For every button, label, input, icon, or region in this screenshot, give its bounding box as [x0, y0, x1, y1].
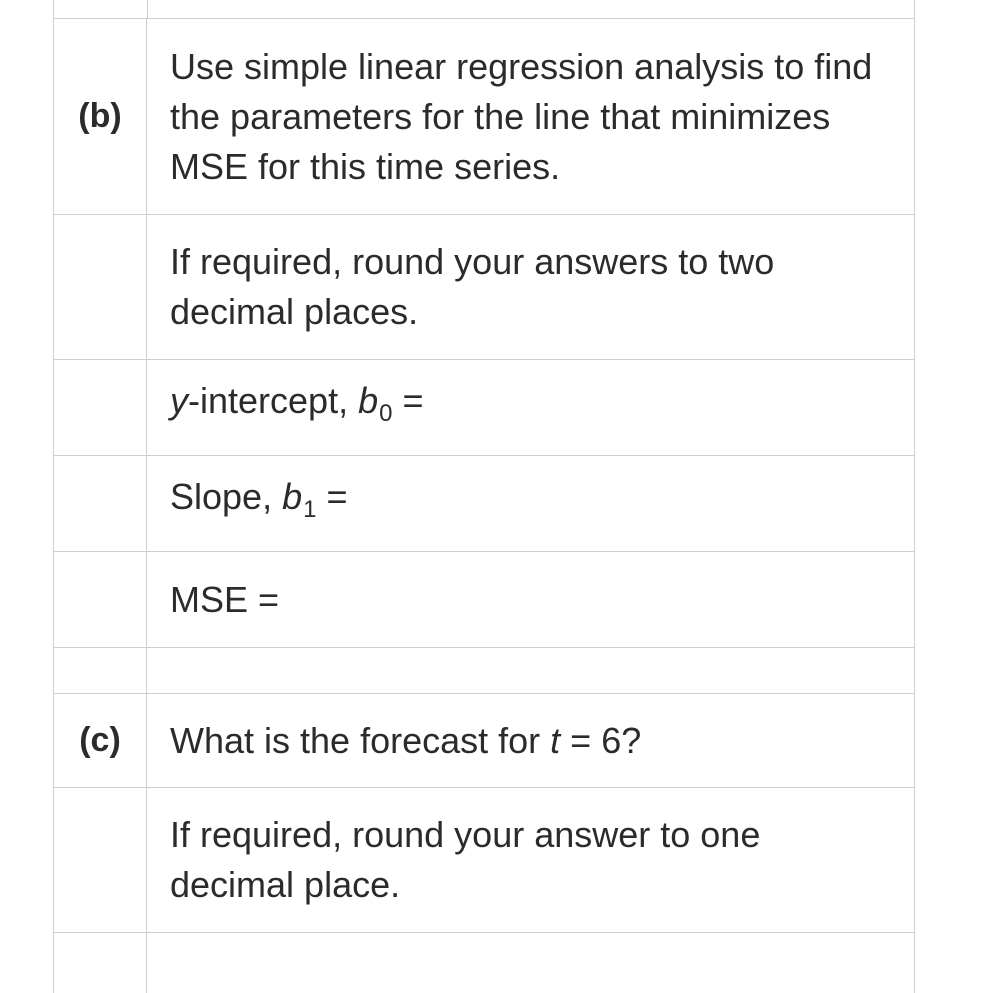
rounding-instruction-b: If required, round your answers to two decimal places. [147, 215, 915, 359]
equals-sign: = [392, 380, 424, 421]
row-label [53, 360, 147, 455]
table-row [53, 214, 915, 359]
t-variable: t [550, 719, 561, 761]
part-b-prompt: Use simple linear regression analysis to find the parameters for the line that minimizes MSE for this time series. [147, 19, 915, 214]
row-label [53, 933, 147, 993]
y-variable: y [170, 380, 188, 421]
rounding-instruction-c: If required, round your answer to one decimal place. [147, 788, 915, 932]
row-label [53, 215, 147, 359]
table-row [53, 693, 915, 787]
answer-cell [147, 933, 915, 993]
part-c-prompt [147, 694, 915, 787]
mse-label: MSE = [147, 552, 915, 647]
forecast-value: = 6? [560, 719, 642, 761]
question-table [53, 18, 915, 993]
part-b-label: (b) [53, 19, 147, 214]
table-top-edge [53, 0, 915, 18]
row-label [53, 648, 147, 693]
table-row [53, 932, 915, 993]
spacer-cell [147, 648, 915, 693]
part-c-label: (c) [53, 694, 147, 787]
row-label [53, 788, 147, 932]
b0-subscript: 0 [379, 400, 393, 427]
table-row [53, 18, 915, 214]
y-intercept-label [147, 360, 915, 455]
b0-variable: b [358, 380, 379, 421]
forecast-text: What is the forecast for [170, 719, 551, 761]
b1-variable: b [282, 476, 303, 517]
slope-text: Slope, [170, 476, 283, 517]
table-row [53, 455, 915, 551]
b1-subscript: 1 [303, 496, 317, 523]
table-row [53, 647, 915, 693]
table-row [53, 787, 915, 932]
row-label [53, 552, 147, 647]
intercept-text: -intercept, [188, 380, 359, 421]
row-label [53, 456, 147, 551]
equals-sign: = [316, 476, 348, 517]
table-row [53, 551, 915, 647]
slope-label [147, 456, 915, 551]
table-row [53, 359, 915, 455]
